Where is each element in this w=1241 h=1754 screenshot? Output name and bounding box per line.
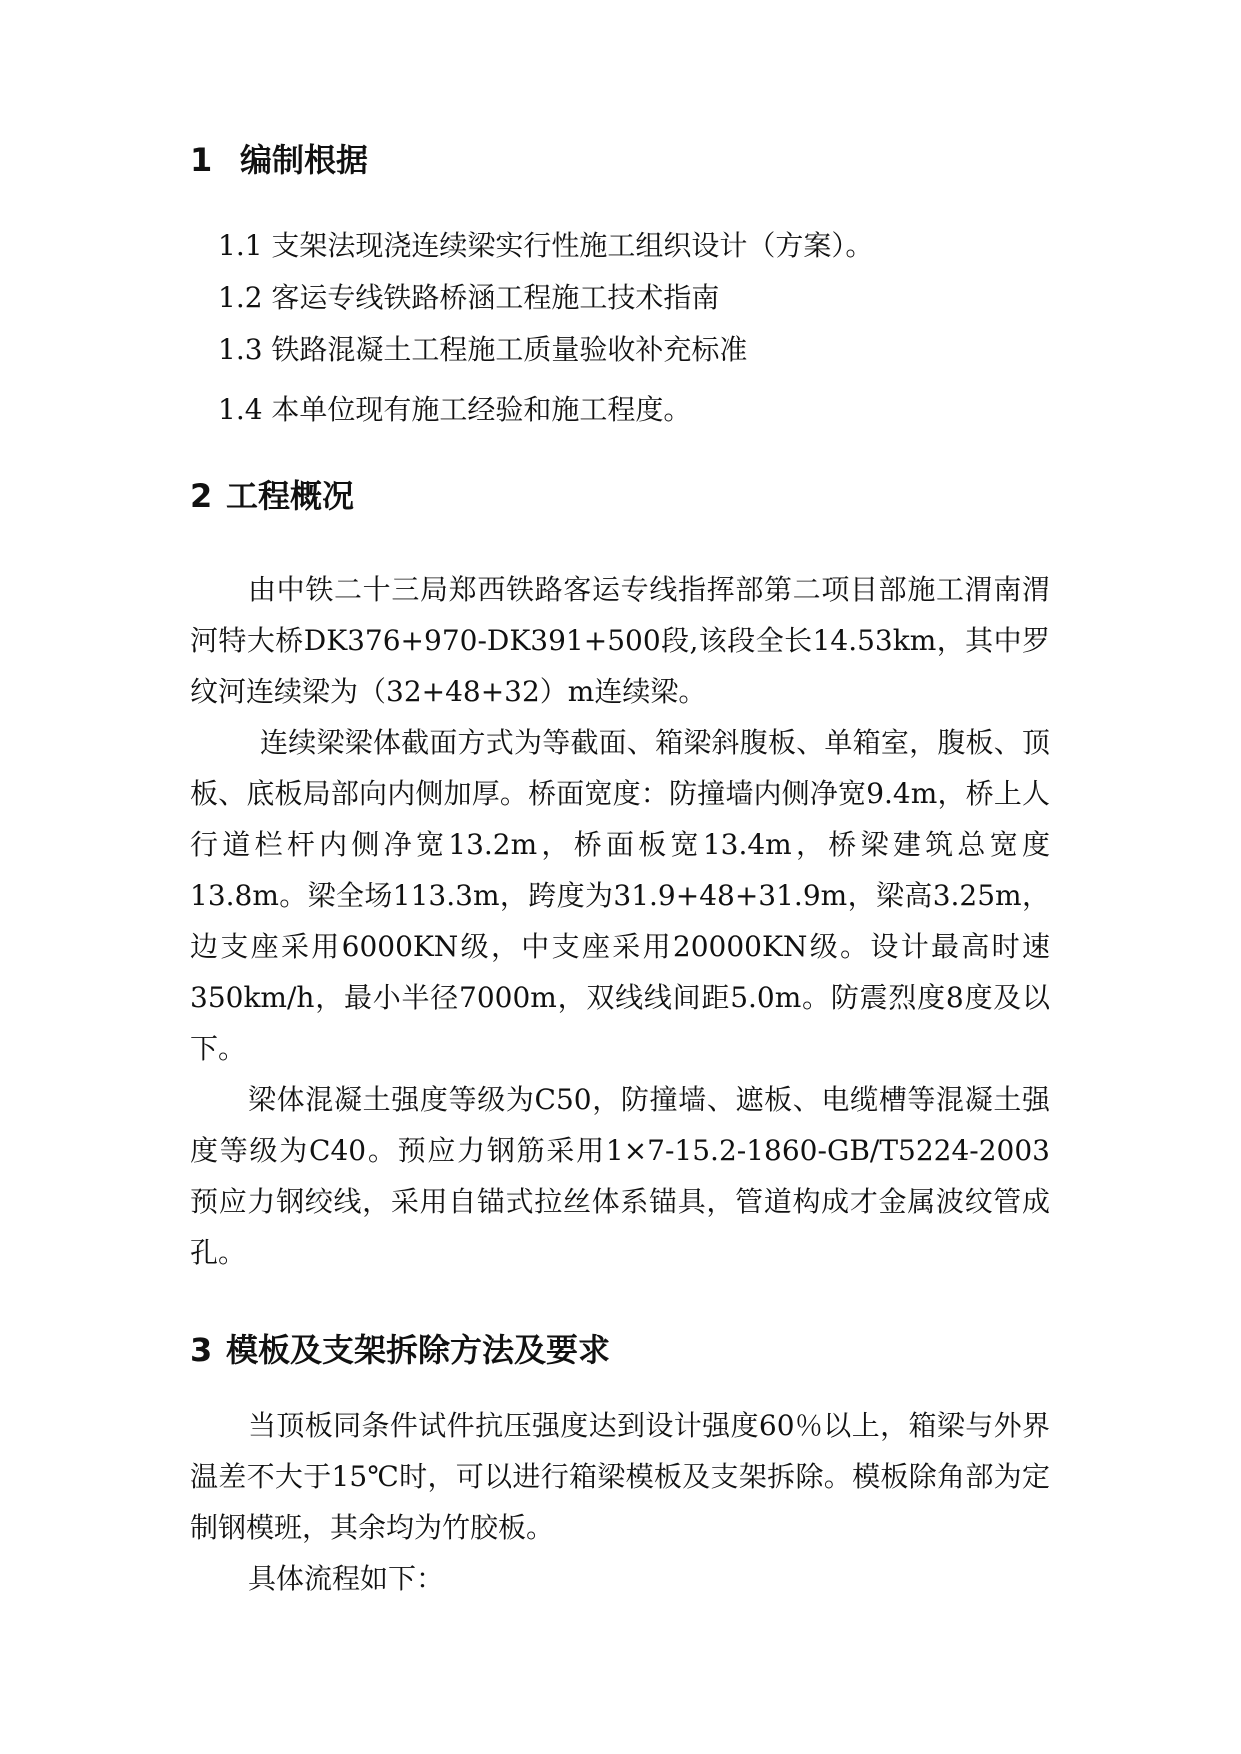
section-number: 2 [190,477,213,515]
paragraph: 梁体混凝土强度等级为C50，防撞墙、遮板、电缆槽等混凝土强度等级为C40。预应力钢筋采用1×7-15.2-1860-GB/T5224-2003预应力钢绞线，采用自锚式拉丝体系锚具，管道构成才金属波纹管成孔。 [190,1083,1050,1269]
paragraph: 连续梁梁体截面方式为等截面、箱梁斜腹板、单箱室，腹板、顶板、底板局部向内侧加厚。桥面宽度：防撞墙内侧净宽9.4m，桥上人行道栏杆内侧净宽13.2m，桥面板宽13.4m，桥梁建筑总宽度13.8m。梁全场113.3m，跨度为31.9+48+31.9m，梁高3.25m，边支座采用6000KN级，中支座采用20000KN级。设计最高时速350km/h，最小半径7000m，双线线间距5.0m。防震烈度8度及以下。 [190,726,1050,1065]
section-title: 编制根据 [240,141,369,179]
section-number: 3 [190,1331,213,1369]
paragraph: 由中铁二十三局郑西铁路客运专线指挥部第二项目部施工渭南渭河特大桥DK376+970-DK391+500段,该段全长14.53km，其中罗纹河连续梁为（32+48+32）m连续梁。 [190,573,1050,708]
section-number: 1 [190,141,213,179]
paragraph: 当顶板同条件试件抗压强度达到设计强度60％以上，箱梁与外界温差不大于15℃时，可以进行箱梁模板及支架拆除。模板除角部为定制钢模班，其余均为竹胶板。 [190,1409,1050,1544]
section-1-heading [190,140,368,180]
section-3-heading [190,1330,610,1370]
section-title: 模板及支架拆除方法及要求 [226,1331,611,1369]
section-2-heading [190,476,354,516]
paragraph: 具体流程如下： [248,1562,445,1595]
list-item: 1.4 本单位现有施工经验和施工程度。 [218,393,692,426]
list-item: 1.3 铁路混凝土工程施工质量验收补充标准 [218,333,748,366]
list-item: 1.1 支架法现浇连续梁实行性施工组织设计（方案）。 [218,229,874,262]
list-item: 1.2 客运专线铁路桥涵工程施工技术指南 [218,281,720,314]
section-title: 工程概况 [226,477,355,515]
